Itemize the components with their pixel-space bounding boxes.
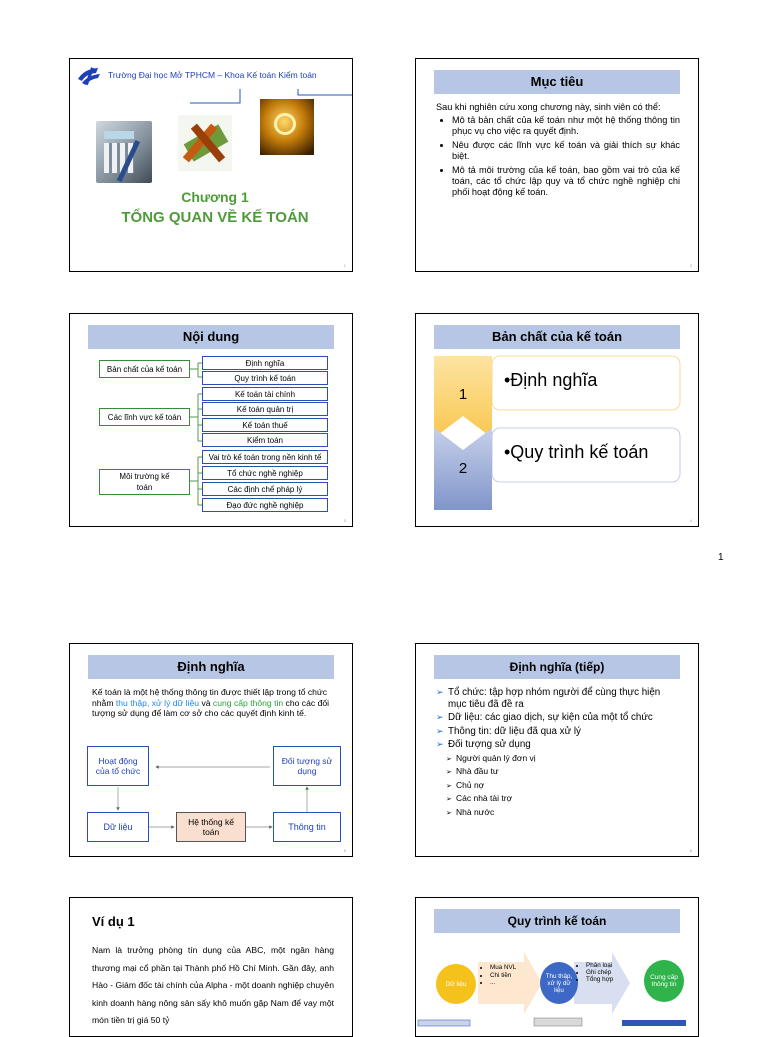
definition-part: Kế toán là một hệ thống thông tin được thiết lập trong tổ chức nhằm [92, 687, 327, 708]
objective-item: • Mô tả bản chất của kế toán như một hệ thống thông tin phục vụ cho việc ra quyết định. [452, 115, 680, 137]
flow-box-system: Hệ thống kế toán [176, 812, 246, 842]
tree-group-fields: Các lĩnh vực kế toán [99, 408, 190, 426]
tree-item: Kế toán thuế [202, 418, 328, 432]
slide-header: Ví dụ 1 [92, 914, 135, 929]
process-list-data [482, 964, 528, 987]
user-item: ➢ Nhà đầu tư [446, 766, 680, 778]
example-paragraph: Nam là trưởng phòng tín dụng của ABC, một ngân hàng thương mại cổ phần tại Thành phố Hồ Chí Minh. Gần đây, anh Hào - Giám đốc tài chính của Alpha - một doanh nghiệp chuyên kinh doanh hàng nông sản sấy khô muốn gặp Nam để vay một món tiền trị giá 50 tỷ [92, 945, 334, 1025]
process-list-item: • Ghi chép [586, 969, 622, 976]
chapter-title: TỔNG QUAN VỀ KẾ TOÁN [121, 209, 309, 226]
slide-6 [415, 643, 699, 857]
process-list-item: • Chi tiền [490, 972, 528, 980]
slide-page-number: 4 [689, 518, 692, 523]
process-list-item: • Mua NVL [490, 964, 528, 972]
slide-7 [69, 897, 353, 1037]
slide-2 [415, 58, 699, 272]
step-number: 2 [458, 460, 468, 477]
slide-4 [415, 313, 699, 527]
objective-item: • Nêu được các lĩnh vực kế toán và giải thích sự khác biệt. [452, 140, 680, 162]
step-chevrons [416, 314, 699, 527]
slide-8 [415, 897, 699, 1037]
slide-page-number: 1 [343, 263, 346, 268]
objectives-intro: Sau khi nghiên cứu xong chương này, sinh viên có thể: [436, 102, 661, 112]
definition-part: cho các đối tượng sử dụng để làm cơ sở cho các quyết định kinh tế. [92, 697, 330, 718]
flow-box-data: Dữ liệu [87, 812, 149, 842]
flow-box-organization: Hoạt động của tổ chức [87, 746, 149, 786]
slide-header: Định nghĩa (tiếp) [434, 655, 680, 679]
objectives-list [436, 115, 680, 198]
slide-3 [69, 313, 353, 527]
university-name: Trường Đại học Mở TPHCM – Khoa Kế toán Kiểm toán [108, 70, 317, 80]
tree-item: Quy trình kế toán [202, 371, 328, 385]
process-list-item: • Phân loại [586, 962, 622, 969]
slide-page-number: 2 [689, 263, 692, 268]
step-label: •Định nghĩa [504, 370, 598, 390]
slide-page-number: 6 [689, 848, 692, 853]
tree-item: Các định chế pháp lý [202, 482, 328, 496]
tree-item: Đạo đức nghề nghiệp [202, 498, 328, 512]
slide-header: Định nghĩa [88, 655, 334, 679]
process-list-processing [578, 962, 622, 983]
slide-header: Bản chất của kế toán [434, 325, 680, 349]
user-item: ➢ Các nhà tài trợ [446, 793, 680, 805]
tree-item: Vai trò kế toán trong nền kinh tế [202, 450, 328, 464]
definition-bullets [436, 687, 680, 751]
slide-page-number: 3 [343, 518, 346, 523]
slide-header: Quy trình kế toán [434, 909, 680, 933]
definition-details [436, 687, 680, 820]
definition-highlight-collect: thu thập, xử lý dữ liệu [115, 697, 200, 708]
calculator-image [96, 121, 152, 183]
user-item: ➢ Chủ nợ [446, 780, 680, 792]
tree-item: Kế toán tài chính [202, 387, 328, 401]
budget-scissors-image [178, 115, 232, 171]
definition-bullet: ➢ Đối tượng sử dụng [436, 739, 680, 751]
definition-bullet: ➢ Tổ chức: tập hợp nhóm người để cùng thực hiện mục tiêu đã đề ra [436, 687, 680, 710]
flow-box-users: Đối tượng sử dụng [273, 746, 341, 786]
slide-5 [69, 643, 353, 857]
chapter-number: Chương 1 [181, 189, 249, 205]
definition-bullet: ➢ Dữ liệu: các giao dịch, sự kiện của một tổ chức [436, 712, 680, 724]
user-item: ➢ Nhà nước [446, 807, 680, 819]
tree-item: Kế toán quản trị [202, 402, 328, 416]
tree-item: Kiểm toán [202, 433, 328, 447]
tree-item: Tổ chức nghề nghiệp [202, 466, 328, 480]
slide-header: Nội dung [88, 325, 334, 349]
process-circle-processing: Thu thập, xử lý dữ liệu [540, 962, 578, 1004]
tree-group-environment: Môi trường kế toán [99, 469, 190, 495]
definition-part: và [199, 697, 213, 708]
slide-page-number: 5 [343, 848, 346, 853]
flow-box-information: Thông tin [273, 812, 341, 842]
page-number: 1 [718, 552, 724, 563]
process-list-item: • Tổng hợp [586, 976, 622, 983]
objectives-body [436, 102, 680, 201]
user-list [446, 753, 680, 819]
process-circle-output: Cung cấp thông tin [644, 960, 684, 1002]
definition-bullet: ➢ Thông tin: dữ liệu đã qua xử lý [436, 726, 680, 738]
definition-highlight-provide: cung cấp thông tin [212, 697, 284, 708]
user-item: ➢ Người quản lý đơn vị [446, 753, 680, 765]
slide-header: Mục tiêu [434, 70, 680, 94]
step-label: •Quy trình kế toán [504, 442, 649, 462]
step-number: 1 [458, 386, 468, 403]
process-circle-data: Dữ liệu [436, 964, 476, 1004]
objective-item: • Mô tả môi trường của kế toán, bao gồm vai trò của kế toán, các tổ chức lập quy và tổ chức nghề nghiệp chi phối hoạt động kế toán. [452, 165, 680, 198]
golden-key-image [260, 99, 314, 155]
tree-group-nature: Bản chất của kế toán [99, 360, 190, 378]
slide-1 [69, 58, 353, 272]
tree-item: Định nghĩa [202, 356, 328, 370]
process-list-item: • ... [490, 979, 528, 987]
